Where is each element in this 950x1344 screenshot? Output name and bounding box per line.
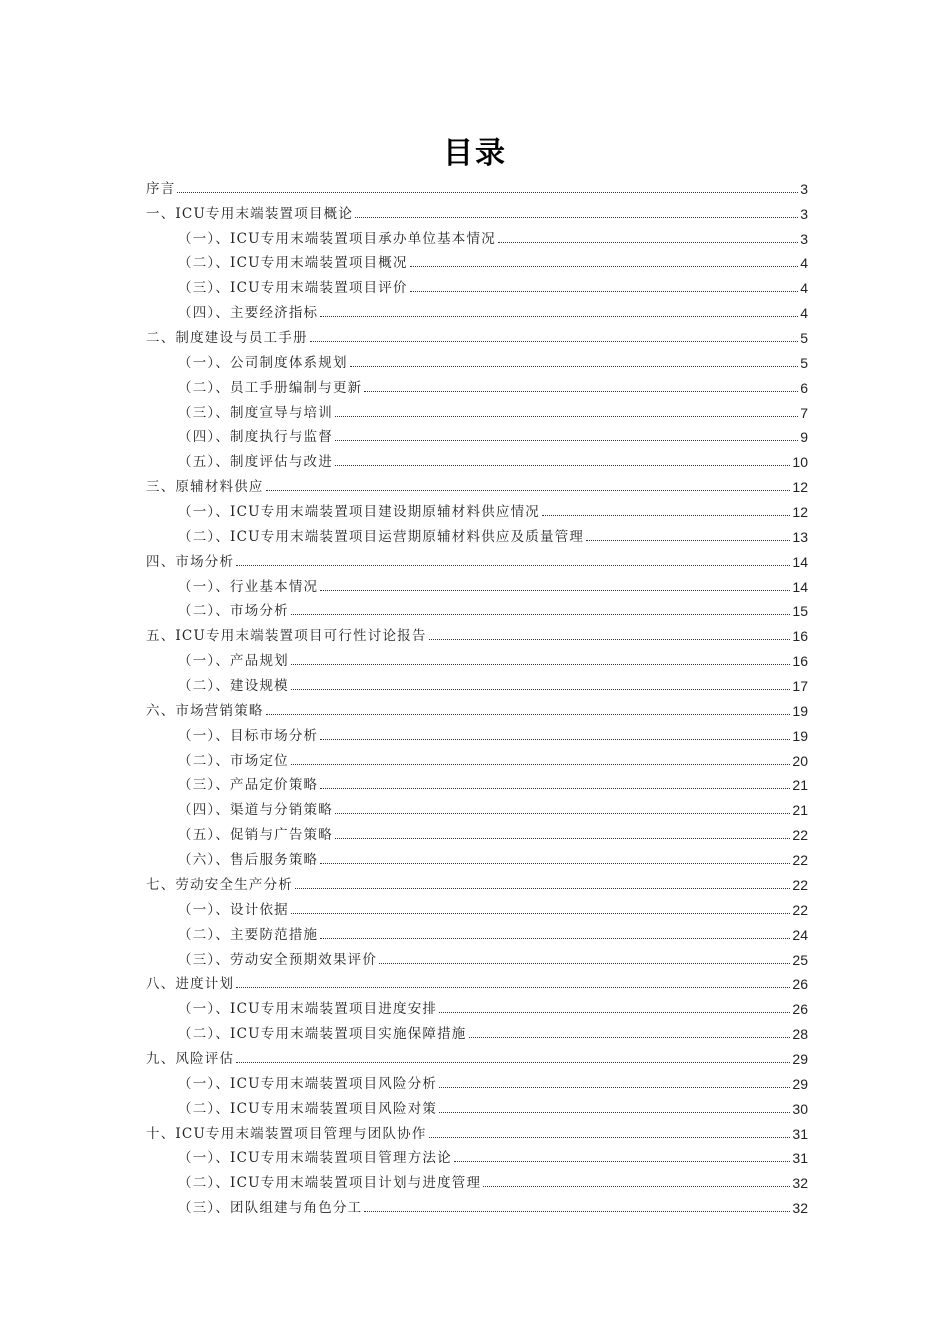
- toc-entry-text: （二）、市场分析: [178, 603, 289, 620]
- toc-page-number: 24: [792, 926, 808, 943]
- toc-entry-text: （二）、ICU专用末端装置项目风险对策: [178, 1100, 438, 1117]
- toc-entry[interactable]: [146, 645, 808, 670]
- toc-dot-leader: [310, 341, 799, 342]
- toc-entry-text: 八、进度计划: [146, 976, 235, 993]
- toc-entry[interactable]: [146, 1068, 808, 1093]
- toc-page-number: 7: [800, 404, 808, 421]
- toc-entry-text: （一）、ICU专用末端装置项目管理方法论: [178, 1150, 452, 1167]
- toc-page-number: 21: [792, 777, 808, 794]
- toc-entry[interactable]: [146, 546, 808, 571]
- toc-page-number: 26: [792, 1001, 808, 1018]
- toc-entry[interactable]: [146, 1043, 808, 1068]
- toc-page-number: 31: [792, 1125, 808, 1142]
- toc-page-number: 19: [792, 727, 808, 744]
- toc-page-number: 29: [792, 1075, 808, 1092]
- toc-page-number: 12: [792, 504, 808, 521]
- toc-entry-text: （二）、员工手册编制与更新: [178, 379, 363, 396]
- toc-dot-leader: [266, 714, 791, 715]
- toc-entry[interactable]: [146, 496, 808, 521]
- toc-entry[interactable]: [146, 894, 808, 919]
- toc-entry-text: （一）、ICU专用末端装置项目进度安排: [178, 1001, 438, 1018]
- toc-entry-text: 六、市场营销策略: [146, 702, 264, 719]
- toc-page-number: 5: [800, 354, 808, 371]
- toc-entry-text: （三）、劳动安全预期效果评价: [178, 951, 378, 968]
- toc-dot-leader: [542, 515, 790, 516]
- toc-entry[interactable]: [146, 372, 808, 397]
- toc-entry[interactable]: [146, 1167, 808, 1192]
- toc-entry-text: （四）、渠道与分销策略: [178, 802, 333, 819]
- toc-dot-leader: [320, 863, 790, 864]
- toc-entry[interactable]: [146, 596, 808, 621]
- toc-page-number: 4: [800, 255, 808, 272]
- toc-dot-leader: [236, 987, 790, 988]
- toc-page-number: 31: [792, 1150, 808, 1167]
- toc-dot-leader: [355, 217, 798, 218]
- toc-page-number: 15: [792, 603, 808, 620]
- toc-entry-text: （五）、制度评估与改进: [178, 454, 333, 471]
- toc-entry[interactable]: [146, 198, 808, 223]
- toc-dot-leader: [410, 266, 799, 267]
- toc-dot-leader: [320, 739, 790, 740]
- toc-entry-text: （一）、产品规划: [178, 653, 289, 670]
- toc-entry[interactable]: [146, 1118, 808, 1143]
- toc-dot-leader: [295, 888, 790, 889]
- toc-page-number: 9: [800, 429, 808, 446]
- toc-dot-leader: [320, 788, 790, 789]
- toc-entry-text: （五）、促销与广告策略: [178, 827, 333, 844]
- toc-entry-text: 一、ICU专用末端装置项目概论: [146, 205, 354, 222]
- toc-entry-text: 九、风险评估: [146, 1050, 235, 1067]
- toc-entry[interactable]: [146, 173, 808, 198]
- toc-entry[interactable]: [146, 770, 808, 795]
- toc-dot-leader: [439, 1012, 790, 1013]
- toc-entry-text: （三）、团队组建与角色分工: [178, 1200, 363, 1217]
- toc-dot-leader: [320, 316, 798, 317]
- toc-entry[interactable]: [146, 944, 808, 969]
- toc-entry-text: （一）、ICU专用末端装置项目承办单位基本情况: [178, 230, 496, 247]
- toc-entry-text: 二、制度建设与员工手册: [146, 330, 308, 347]
- toc-entry[interactable]: [146, 347, 808, 372]
- toc-entry[interactable]: [146, 695, 808, 720]
- toc-page-number: 3: [800, 230, 808, 247]
- toc-page-number: 3: [800, 205, 808, 222]
- toc-entry-text: （一）、设计依据: [178, 901, 289, 918]
- toc-dot-leader: [335, 440, 798, 441]
- toc-dot-leader: [291, 614, 791, 615]
- toc-entry[interactable]: [146, 794, 808, 819]
- toc-dot-leader: [335, 465, 790, 466]
- toc-page-number: 28: [792, 1026, 808, 1043]
- toc-entry[interactable]: [146, 969, 808, 994]
- toc-page-number: 22: [792, 827, 808, 844]
- toc-entry-text: （一）、ICU专用末端装置项目风险分析: [178, 1075, 438, 1092]
- toc-page-number: 17: [792, 678, 808, 695]
- toc-dot-leader: [498, 242, 798, 243]
- toc-entry[interactable]: [146, 1093, 808, 1118]
- toc-page-number: 12: [792, 479, 808, 496]
- toc-page-number: 4: [800, 280, 808, 297]
- toc-entry-text: （一）、行业基本情况: [178, 578, 319, 595]
- toc-entry-text: （三）、ICU专用末端装置项目评价: [178, 280, 408, 297]
- toc-entry[interactable]: [146, 869, 808, 894]
- toc-entry-text: （一）、目标市场分析: [178, 727, 319, 744]
- toc-entry[interactable]: [146, 919, 808, 944]
- toc-page-number: 4: [800, 305, 808, 322]
- toc-entry-text: （四）、制度执行与监督: [178, 429, 333, 446]
- toc-dot-leader: [291, 913, 791, 914]
- toc-page-number: 3: [800, 180, 808, 197]
- toc-entry-text: （六）、售后服务策略: [178, 852, 319, 869]
- toc-entry[interactable]: [146, 422, 808, 447]
- toc-page-number: 14: [792, 578, 808, 595]
- toc-dot-leader: [350, 366, 799, 367]
- toc-page-number: 22: [792, 876, 808, 893]
- toc-entry[interactable]: [146, 819, 808, 844]
- toc-page-number: 6: [800, 379, 808, 396]
- toc-entry[interactable]: [146, 1018, 808, 1043]
- toc-page-number: 16: [792, 653, 808, 670]
- toc-dot-leader: [454, 1161, 791, 1162]
- toc-page-number: 20: [792, 752, 808, 769]
- toc-entry[interactable]: [146, 471, 808, 496]
- toc-dot-leader: [483, 1186, 790, 1187]
- toc-entry[interactable]: [146, 446, 808, 471]
- toc-dot-leader: [320, 590, 790, 591]
- toc-entry[interactable]: [146, 1192, 808, 1217]
- toc-entry-text: 七、劳动安全生产分析: [146, 876, 293, 893]
- toc-entry-text: 五、ICU专用末端装置项目可行性讨论报告: [146, 628, 427, 645]
- toc-page-number: 19: [792, 702, 808, 719]
- toc-page-number: 21: [792, 802, 808, 819]
- toc-entry[interactable]: [146, 322, 808, 347]
- toc-entry-text: （一）、公司制度体系规划: [178, 354, 348, 371]
- toc-title: 目录: [443, 136, 507, 171]
- toc-dot-leader: [379, 963, 790, 964]
- toc-dot-leader: [291, 764, 791, 765]
- toc-entry[interactable]: [146, 297, 808, 322]
- toc-entry-text: 十、ICU专用末端装置项目管理与团队协作: [146, 1125, 427, 1142]
- toc-dot-leader: [439, 1087, 790, 1088]
- toc-dot-leader: [236, 1062, 790, 1063]
- toc-entry[interactable]: [146, 223, 808, 248]
- toc-entry-text: （四）、主要经济指标: [178, 305, 319, 322]
- toc-page-number: 10: [792, 454, 808, 471]
- toc-entry-text: 序言: [146, 180, 176, 197]
- toc-dot-leader: [335, 813, 790, 814]
- toc-dot-leader: [439, 1112, 790, 1113]
- toc-entry[interactable]: [146, 720, 808, 745]
- toc-entry-text: （二）、ICU专用末端装置项目实施保障措施: [178, 1026, 467, 1043]
- toc-entry-text: （二）、ICU专用末端装置项目计划与进度管理: [178, 1175, 482, 1192]
- toc-page-number: 22: [792, 852, 808, 869]
- toc-dot-leader: [410, 291, 799, 292]
- toc-dot-leader: [586, 540, 790, 541]
- toc-dot-leader: [177, 192, 798, 193]
- toc-dot-leader: [364, 1211, 790, 1212]
- toc-dot-leader: [364, 391, 798, 392]
- toc-page-number: 13: [792, 528, 808, 545]
- toc-entry[interactable]: [146, 571, 808, 596]
- toc-entry[interactable]: [146, 993, 808, 1018]
- toc-entry-text: 四、市场分析: [146, 553, 235, 570]
- toc-list: [146, 173, 808, 1217]
- toc-entry-text: （二）、ICU专用末端装置项目概况: [178, 255, 408, 272]
- toc-entry-text: （三）、制度宣导与培训: [178, 404, 333, 421]
- toc-entry-text: （二）、ICU专用末端装置项目运营期原辅材料供应及质量管理: [178, 528, 585, 545]
- toc-entry[interactable]: [146, 521, 808, 546]
- toc-page-number: 26: [792, 976, 808, 993]
- toc-entry-text: 三、原辅材料供应: [146, 479, 264, 496]
- toc-dot-leader: [335, 416, 798, 417]
- toc-page-number: 16: [792, 628, 808, 645]
- toc-page-number: 25: [792, 951, 808, 968]
- toc-entry-text: （二）、主要防范措施: [178, 926, 319, 943]
- toc-dot-leader: [429, 1137, 791, 1138]
- toc-entry[interactable]: [146, 620, 808, 645]
- toc-page-number: 30: [792, 1100, 808, 1117]
- toc-page-number: 29: [792, 1050, 808, 1067]
- toc-page-number: 22: [792, 901, 808, 918]
- toc-dot-leader: [236, 565, 790, 566]
- toc-entry-text: （一）、ICU专用末端装置项目建设期原辅材料供应情况: [178, 504, 540, 521]
- toc-dot-leader: [469, 1037, 791, 1038]
- toc-page-number: 32: [792, 1175, 808, 1192]
- toc-page-number: 5: [800, 330, 808, 347]
- toc-entry-text: （二）、市场定位: [178, 752, 289, 769]
- toc-entry[interactable]: [146, 397, 808, 422]
- toc-entry[interactable]: [146, 248, 808, 273]
- toc-entry[interactable]: [146, 1143, 808, 1168]
- toc-dot-leader: [429, 639, 791, 640]
- toc-page-number: 14: [792, 553, 808, 570]
- toc-dot-leader: [291, 664, 791, 665]
- toc-entry-text: （三）、产品定价策略: [178, 777, 319, 794]
- toc-entry[interactable]: [146, 670, 808, 695]
- toc-entry[interactable]: [146, 844, 808, 869]
- toc-dot-leader: [320, 938, 790, 939]
- toc-entry[interactable]: [146, 745, 808, 770]
- toc-dot-leader: [266, 490, 791, 491]
- toc-page-number: 32: [792, 1200, 808, 1217]
- toc-dot-leader: [335, 838, 790, 839]
- toc-dot-leader: [291, 689, 791, 690]
- toc-entry-text: （二）、建设规模: [178, 678, 289, 695]
- toc-entry[interactable]: [146, 272, 808, 297]
